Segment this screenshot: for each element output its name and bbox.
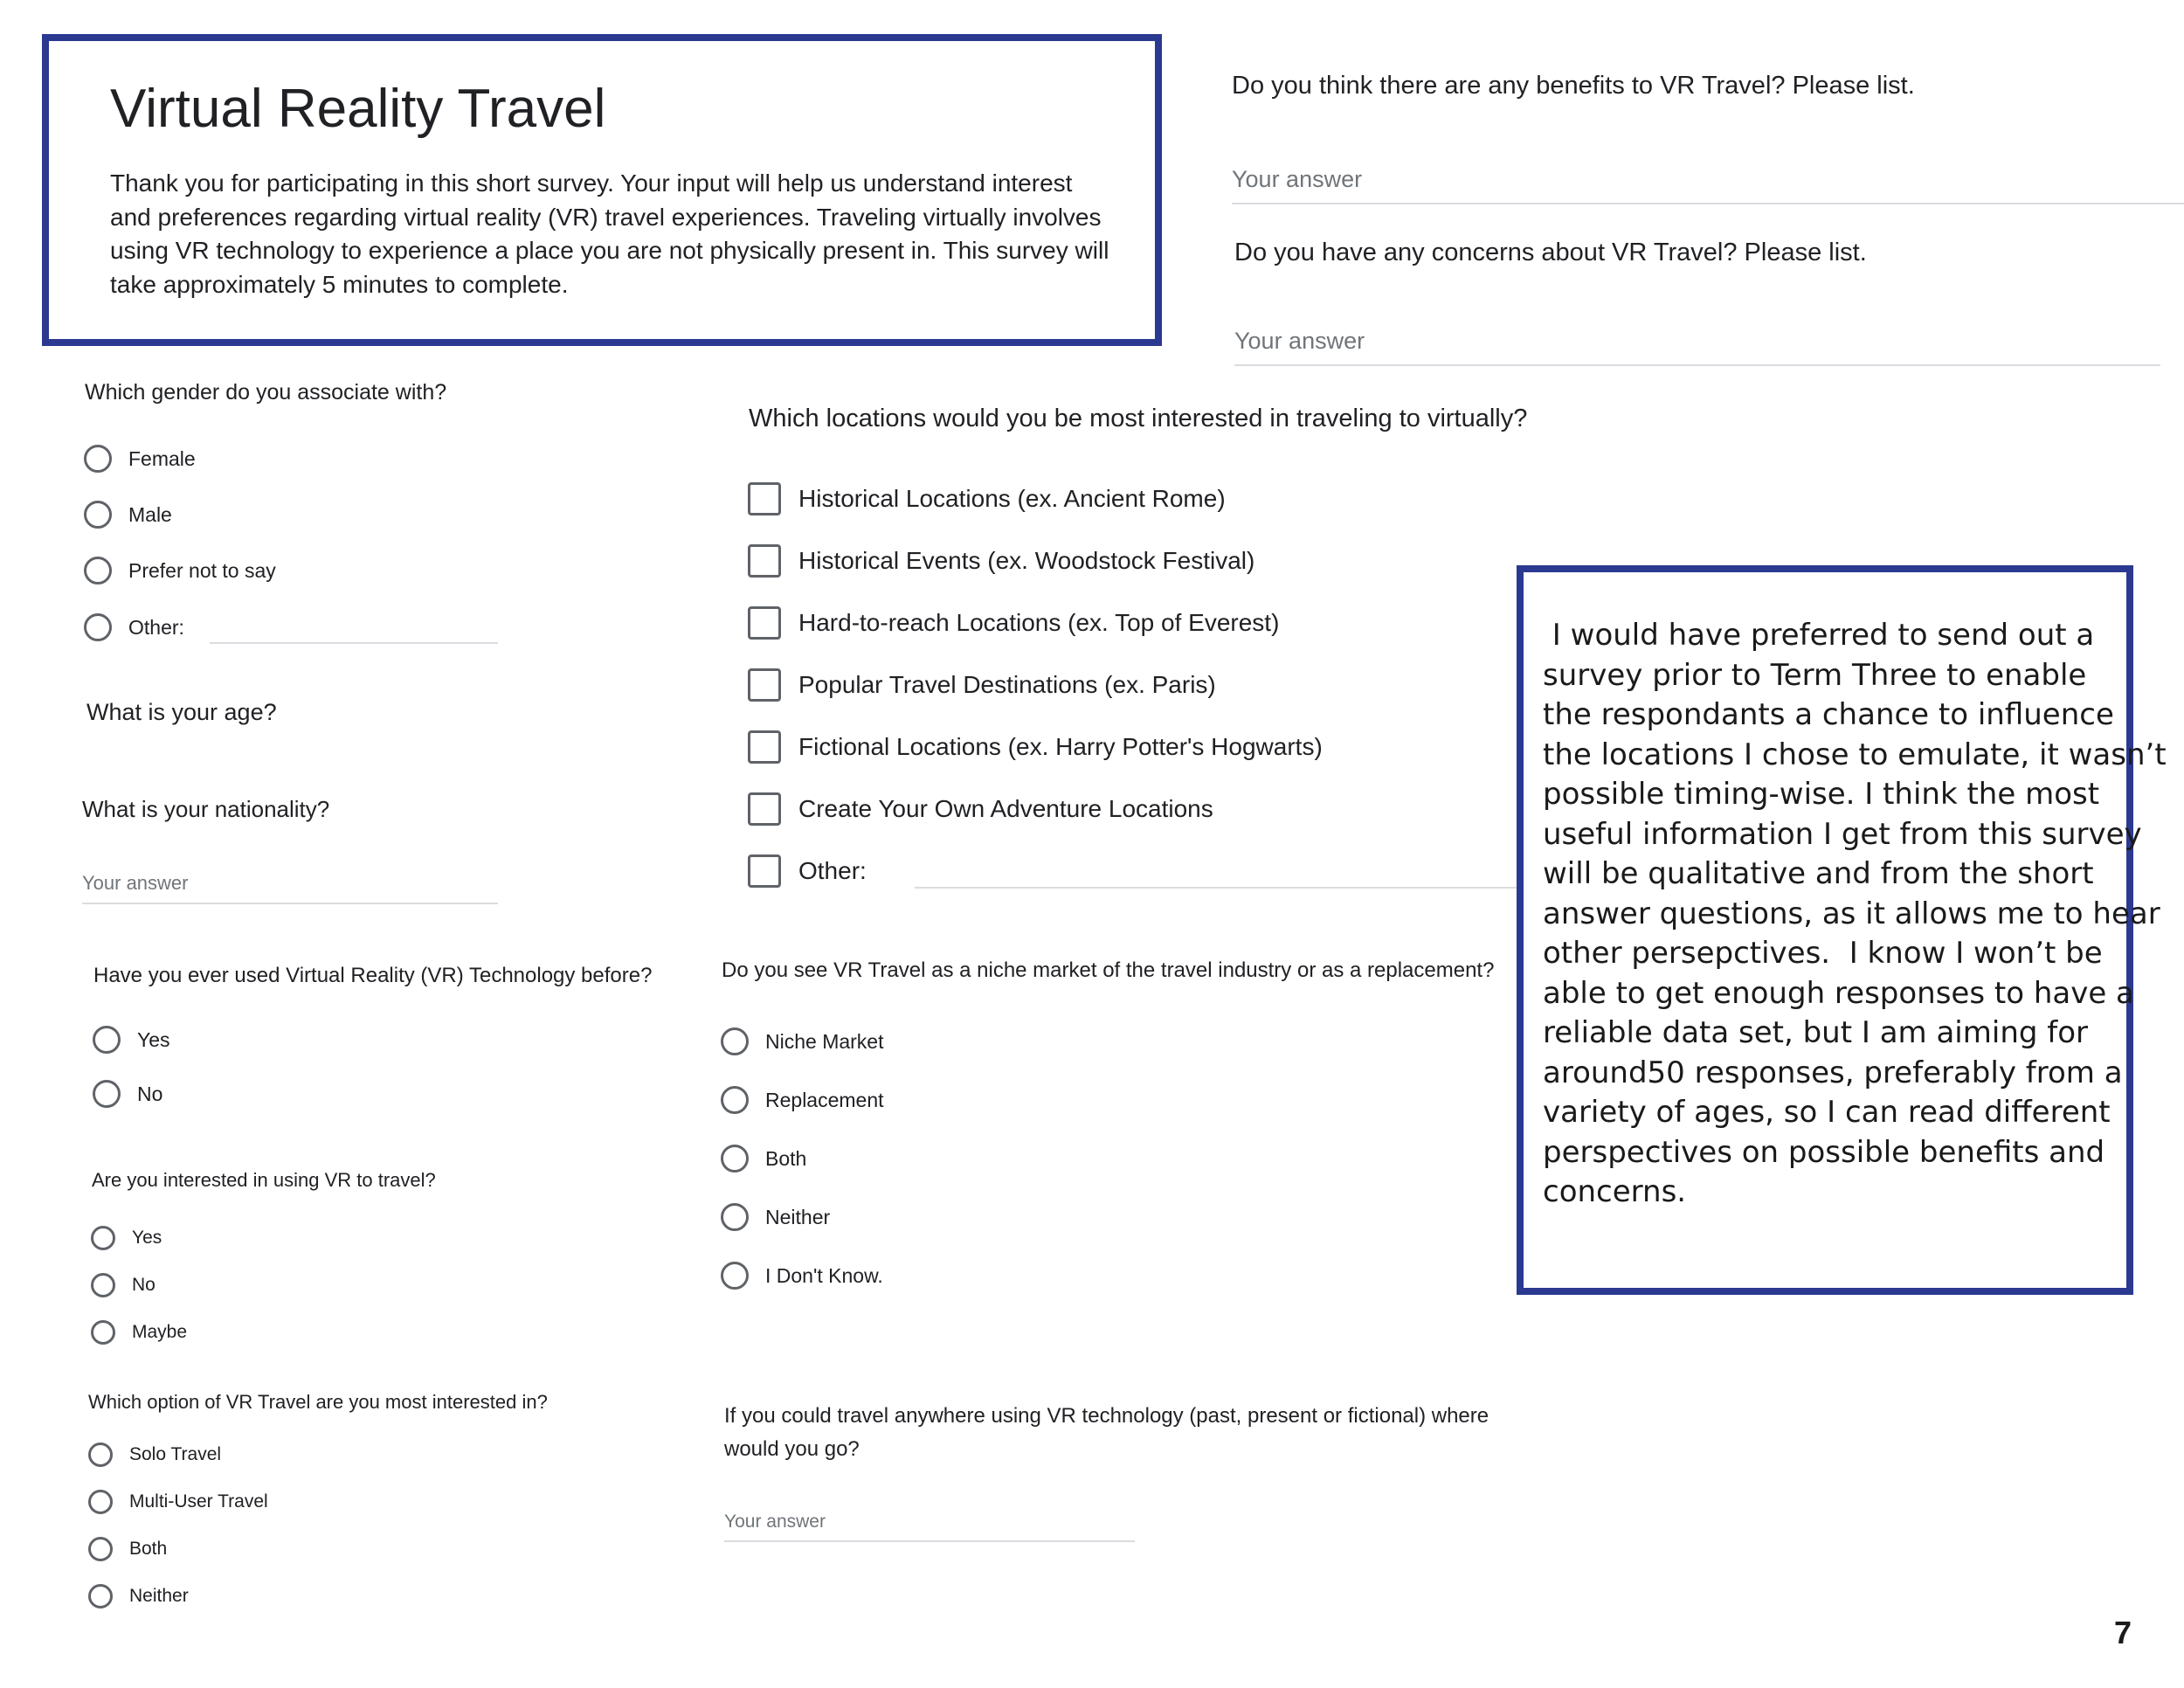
age-question: What is your age? — [86, 699, 277, 725]
note-line: survey prior to Term Three to enable — [1543, 657, 2087, 693]
checkbox[interactable] — [748, 544, 781, 578]
option-label: Maybe — [132, 1322, 188, 1342]
option-label: Niche Market — [765, 1029, 884, 1053]
option-label: Popular Travel Destinations (ex. Paris) — [798, 671, 1216, 698]
concerns-answer-line — [1234, 364, 2160, 366]
used-vr-option-yes[interactable] — [93, 1026, 170, 1054]
gender-option-female[interactable] — [84, 445, 196, 473]
radio-button[interactable] — [84, 557, 112, 585]
benefits-answer-line — [1232, 203, 2184, 204]
radio-button[interactable] — [88, 1490, 113, 1514]
gender-option-prefer-not[interactable] — [84, 557, 276, 585]
option-label: Yes — [132, 1228, 162, 1248]
survey-description: Thank you for participating in this short survey. Your input will help us understand interest and preferences regarding virtual reality (VR) travel experiences. Traveling virtually involves using VR technology to experience a place you are not physically present in. This survey will take approximately 5 minutes to complete. — [110, 169, 1109, 298]
option-label: Solo Travel — [129, 1444, 222, 1464]
checkbox[interactable] — [748, 482, 781, 515]
interested-question: Are you interested in using VR to travel? — [92, 1169, 436, 1191]
option-label: Other: — [798, 857, 867, 884]
radio-button[interactable] — [721, 1262, 749, 1290]
niche-question: Do you see VR Travel as a niche market of the travel industry or as a replacement? — [722, 958, 1495, 982]
option-label: Both — [765, 1146, 807, 1170]
travel-option-question: Which option of VR Travel are you most interested in? — [88, 1391, 548, 1413]
concerns-answer-placeholder[interactable]: Your answer — [1234, 328, 1365, 354]
note-line: answer questions, as it allows me to hear — [1543, 896, 2160, 931]
survey-header-card — [42, 34, 1162, 346]
radio-button[interactable] — [88, 1537, 113, 1561]
nationality-question: What is your nationality? — [82, 796, 330, 822]
option-label: No — [137, 1082, 163, 1105]
option-label: Hard-to-reach Locations (ex. Top of Everest) — [798, 609, 1280, 636]
niche-option-both[interactable] — [721, 1145, 806, 1173]
checkbox[interactable] — [748, 854, 781, 888]
note-line: the locations I chose to emulate, it wasn’t — [1543, 737, 2167, 772]
note-line: possible timing-wise. I think the most — [1543, 777, 2100, 812]
radio-button[interactable] — [93, 1026, 121, 1054]
note-line: useful information I get from this survey — [1543, 816, 2142, 852]
radio-button[interactable] — [721, 1086, 749, 1114]
used-vr-question: Have you ever used Virtual Reality (VR) Technology before? — [93, 964, 653, 987]
note-line: around50 responses, preferably from a — [1543, 1055, 2123, 1090]
option-label: No — [132, 1275, 156, 1295]
option-label: Replacement — [765, 1088, 884, 1111]
option-label: Both — [129, 1539, 168, 1559]
note-line: the respondants a chance to influence — [1543, 697, 2114, 732]
location-option-create-your-own[interactable] — [748, 792, 1213, 826]
radio-button[interactable] — [88, 1584, 113, 1608]
note-line: will be qualitative and from the short — [1543, 856, 2094, 891]
radio-button[interactable] — [91, 1273, 115, 1297]
gender-other-input-line[interactable] — [210, 642, 498, 644]
radio-button[interactable] — [84, 445, 112, 473]
travel-option-both[interactable] — [88, 1537, 167, 1561]
location-option-other[interactable] — [748, 854, 867, 888]
benefits-question: Do you think there are any benefits to VR Travel? Please list. — [1232, 72, 1915, 100]
option-label: Neither — [765, 1205, 831, 1228]
radio-button[interactable] — [93, 1080, 121, 1108]
locations-question: Which locations would you be most interested in traveling to virtually? — [749, 405, 1528, 432]
option-label: Multi-User Travel — [129, 1491, 268, 1512]
travel-option-neither[interactable] — [88, 1584, 189, 1608]
option-label: Historical Events (ex. Woodstock Festival) — [798, 547, 1255, 574]
location-option-popular-destinations[interactable] — [748, 668, 1216, 702]
interested-option-yes[interactable] — [91, 1226, 162, 1250]
radio-button[interactable] — [91, 1226, 115, 1250]
radio-button[interactable] — [88, 1442, 113, 1467]
gender-option-male[interactable] — [84, 501, 172, 529]
option-label: Neither — [129, 1586, 189, 1606]
note-line: able to get enough responses to have a — [1543, 975, 2134, 1011]
option-label: Other: — [128, 615, 184, 639]
checkbox[interactable] — [748, 668, 781, 702]
reflection-note-box — [1517, 565, 2167, 1295]
radio-button[interactable] — [721, 1203, 749, 1231]
checkbox[interactable] — [748, 730, 781, 764]
radio-button[interactable] — [721, 1145, 749, 1173]
benefits-answer-placeholder[interactable]: Your answer — [1232, 166, 1363, 192]
radio-button[interactable] — [91, 1320, 115, 1345]
location-option-fictional[interactable] — [748, 730, 1323, 764]
note-line: variety of ages, so I can read different — [1543, 1095, 2111, 1130]
nationality-answer-line — [82, 903, 498, 904]
travel-option-solo[interactable] — [88, 1442, 221, 1467]
anywhere-question-line2: would you go? — [724, 1437, 860, 1461]
note-line: I would have preferred to send out a — [1543, 618, 2095, 653]
radio-button[interactable] — [721, 1027, 749, 1055]
option-label: Male — [128, 502, 172, 526]
note-line: other persepctives. I know I won’t be — [1543, 936, 2103, 971]
niche-option-replacement[interactable] — [721, 1086, 884, 1114]
gender-question: Which gender do you associate with? — [85, 380, 447, 405]
used-vr-option-no[interactable] — [93, 1080, 162, 1108]
note-line: concerns. — [1543, 1174, 1687, 1209]
location-option-hard-to-reach[interactable] — [748, 606, 1279, 640]
interested-option-no[interactable] — [91, 1273, 156, 1297]
option-label: Fictional Locations (ex. Harry Potter's Hogwarts) — [798, 733, 1323, 760]
option-label: Prefer not to say — [128, 558, 276, 582]
interested-option-maybe[interactable] — [91, 1320, 187, 1345]
option-label: I Don't Know. — [765, 1263, 883, 1287]
niche-option-neither[interactable] — [721, 1203, 830, 1231]
option-label: Female — [128, 446, 196, 470]
location-option-historical-events[interactable] — [748, 544, 1254, 578]
page-number: 7 — [2114, 1615, 2132, 1650]
note-line: reliable data set, but I am aiming for — [1543, 1015, 2089, 1050]
note-line: perspectives on possible benefits and — [1543, 1134, 2105, 1170]
anywhere-answer-placeholder[interactable]: Your answer — [724, 1512, 826, 1532]
option-label: Historical Locations (ex. Ancient Rome) — [798, 485, 1226, 512]
option-label: Yes — [137, 1027, 170, 1051]
checkbox[interactable] — [748, 792, 781, 826]
checkbox[interactable] — [748, 606, 781, 640]
concerns-question: Do you have any concerns about VR Travel? Please list. — [1234, 239, 1867, 266]
nationality-answer-placeholder[interactable]: Your answer — [82, 872, 189, 894]
radio-button[interactable] — [84, 613, 112, 641]
niche-option-niche-market[interactable] — [721, 1027, 883, 1055]
anywhere-answer-line — [724, 1540, 1135, 1542]
location-other-input-line[interactable] — [915, 887, 1517, 889]
anywhere-question-line1: If you could travel anywhere using VR technology (past, present or fictional) where — [724, 1404, 1489, 1428]
gender-option-other[interactable] — [84, 613, 184, 641]
survey-title: Virtual Reality Travel — [110, 79, 606, 139]
option-label: Create Your Own Adventure Locations — [798, 795, 1213, 822]
location-option-historical-locations[interactable] — [748, 482, 1226, 515]
radio-button[interactable] — [84, 501, 112, 529]
travel-option-multi-user[interactable] — [88, 1490, 268, 1514]
reflection-note-text — [1543, 616, 2167, 1213]
niche-option-dont-know[interactable] — [721, 1262, 883, 1290]
